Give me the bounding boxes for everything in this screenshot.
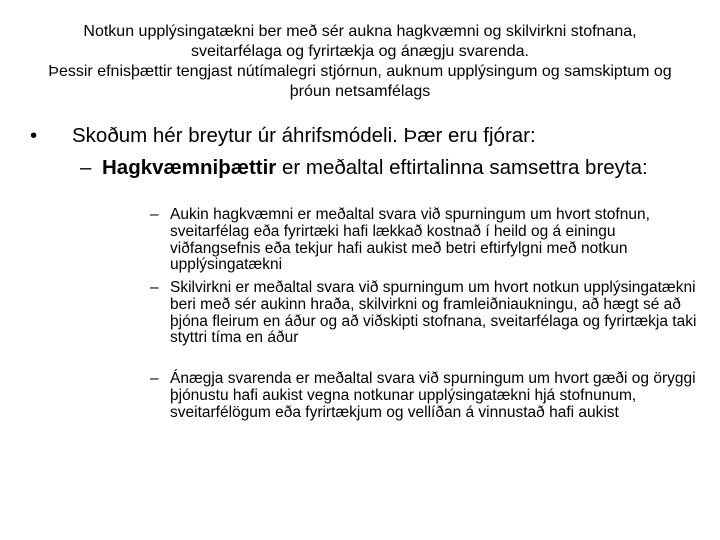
bullet-level-2-text xyxy=(102,156,672,180)
intro-paragraph-1: Notkun upplýsingatækni ber með sér aukna hagkvæmni og skilvirkni stofnana, sveitarfélaga og fyrirtækja og ánægju svarenda. xyxy=(83,23,637,60)
sub-bullet-text xyxy=(170,371,710,421)
intro-paragraph-2: Þessir efnisþættir tengjast nútímalegri stjórnun, auknum upplýsingum og samskiptum og þróun netsamfélags xyxy=(48,63,672,100)
term-skilvirkni: Skilvirkni xyxy=(170,279,232,296)
bullet-dot-icon: • xyxy=(30,124,38,147)
sub-bullet-text xyxy=(170,207,710,274)
term-aukin-hagkvaemni: Aukin hagkvæmni xyxy=(170,206,294,223)
bullet-level-1-text: Skoðum hér breytur úr áhrifsmódeli. Þær eru fjórar: xyxy=(72,124,536,147)
sub-bullet-text xyxy=(170,280,710,347)
term-anaegja-svarenda: Ánægja svarenda xyxy=(170,370,292,387)
dash-icon: – xyxy=(150,279,159,296)
intro-text-block xyxy=(40,22,680,102)
dash-icon: – xyxy=(150,370,159,387)
dash-icon: – xyxy=(80,156,92,179)
sub-bullet-rest: er meðaltal svara við spurningum um hvort gæði og öryggi þjónustu hafi aukist vegna notkunar upplýsingatækni hjá stofnunum, sveitarfélögum eða fyrirtækjum og vellíðan á vinnustað hafi aukist xyxy=(170,370,696,421)
bullet-level-2-rest: er meðaltal eftirtalinna samsettra breyta: xyxy=(276,156,648,179)
term-hagkvaemnithaettir: Hagkvæmniþættir xyxy=(102,156,277,179)
dash-icon: – xyxy=(150,206,159,223)
sub-bullet-rest: er meðaltal svara við spurningum um hvort stofnun, sveitarfélag eða fyrirtæki hafi lækkað kostnað í heild og á einingu viðfangsefnis eða tekjur hafi aukist með betri eftirfylgni með notkun upplýsingatækni xyxy=(170,206,650,274)
sub-bullet-rest: er meðaltal svara við spurningum um hvort notkun upplýsingatækni beri með sér aukinn hraða, skilvirkni og framleiðniaukningu, að hægt sé að þjóna fleirum en áður og að viðskipti stofnana, sveitarfélaga og fyrirtækja taki styttri tíma en áður xyxy=(170,279,697,347)
